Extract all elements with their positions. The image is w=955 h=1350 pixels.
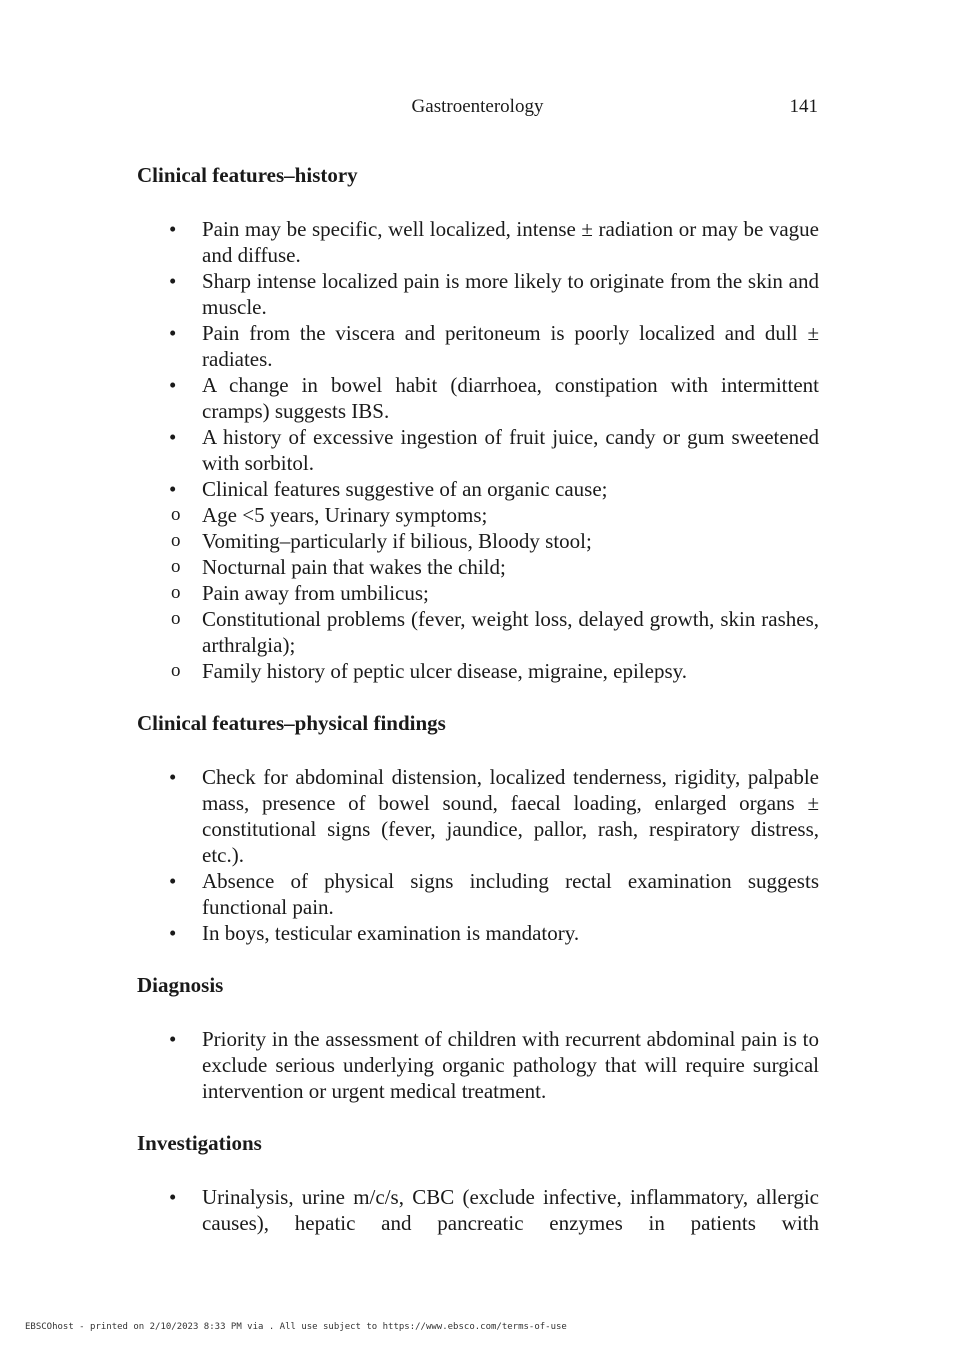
list-item-text: Priority in the assessment of children with recurrent abdominal pain is to exclude serious underlying organic pathology that will require surgical intervention or urgent medical treatment. — [202, 1027, 819, 1103]
list-item-text: In boys, testicular examination is mandatory. — [202, 921, 580, 945]
circle-bullet-icon: o — [171, 660, 181, 681]
list-item — [137, 268, 819, 320]
bullet-icon: • — [169, 765, 177, 789]
sub-bullet-list — [171, 502, 819, 684]
sub-list-item-text: Pain away from umbilicus; — [202, 581, 429, 605]
list-item — [137, 216, 819, 268]
list-item-text: Sharp intense localized pain is more likely to originate from the skin and muscle. — [202, 269, 819, 319]
section-diagnosis — [137, 970, 819, 1104]
bullet-list — [137, 216, 819, 684]
section-heading: Diagnosis — [137, 973, 224, 997]
list-item — [137, 424, 819, 476]
circle-bullet-icon: o — [171, 608, 181, 629]
sub-list-item-text: Age <5 years, Urinary symptoms; — [202, 503, 488, 527]
sub-list-item-text: Family history of peptic ulcer disease, migraine, epilepsy. — [202, 659, 688, 683]
page-header — [0, 96, 955, 122]
page-content — [137, 160, 819, 1260]
circle-bullet-icon: o — [171, 530, 181, 551]
bullet-icon: • — [169, 425, 177, 449]
sub-list-item-text: Constitutional problems (fever, weight loss, delayed growth, skin rashes, arthralgia); — [202, 607, 819, 657]
sub-list-item-text: Nocturnal pain that wakes the child; — [202, 555, 506, 579]
section-heading: Clinical features–history — [137, 163, 358, 187]
list-item — [137, 476, 819, 684]
bullet-icon: • — [169, 1027, 177, 1051]
sub-list-item-text: Vomiting–particularly if bilious, Bloody stool; — [202, 529, 592, 553]
bullet-list — [137, 1184, 819, 1236]
section-heading: Investigations — [137, 1131, 262, 1155]
list-item-text: Pain may be specific, well localized, intense ± radiation or may be vague and diffuse. — [202, 217, 819, 267]
list-item — [137, 1026, 819, 1104]
bullet-icon: • — [169, 477, 177, 501]
bullet-icon: • — [169, 217, 177, 241]
list-item-text: Check for abdominal distension, localized tenderness, rigidity, palpable mass, presence of bowel sound, faecal loading, enlarged organs ± constitutional signs (fever, jaundice, pallor, rash, respiratory distress, etc.). — [202, 765, 819, 867]
list-item-text: Urinalysis, urine m/c/s, CBC (exclude infective, inflammatory, allergic causes), hepatic and pancreatic enzymes in patients with — [202, 1185, 819, 1235]
circle-bullet-icon: o — [171, 556, 181, 577]
list-item — [137, 920, 819, 946]
list-item-text: A history of excessive ingestion of fruit juice, candy or gum sweetened with sorbitol. — [202, 425, 819, 475]
bullet-list — [137, 764, 819, 946]
circle-bullet-icon: o — [171, 504, 181, 525]
list-item — [137, 868, 819, 920]
sub-list-item — [171, 606, 819, 658]
list-item — [137, 372, 819, 424]
section-physical-findings — [137, 708, 819, 946]
bullet-icon: • — [169, 373, 177, 397]
list-item — [137, 320, 819, 372]
list-item — [137, 764, 819, 868]
bullet-icon: • — [169, 1185, 177, 1209]
list-item-text: A change in bowel habit (diarrhoea, constipation with intermittent cramps) suggests IBS. — [202, 373, 819, 423]
list-item-text: Pain from the viscera and peritoneum is poorly localized and dull ± radiates. — [202, 321, 819, 371]
list-item-text: Clinical features suggestive of an organic cause; — [202, 477, 608, 501]
section-investigations — [137, 1128, 819, 1236]
footer-notice: EBSCOhost - printed on 2/10/2023 8:33 PM via . All use subject to https://www.ebsco.com/terms-of-use — [25, 1322, 567, 1332]
bullet-icon: • — [169, 921, 177, 945]
sub-list-item — [171, 580, 819, 606]
page-number: 141 — [789, 96, 818, 117]
circle-bullet-icon: o — [171, 582, 181, 603]
section-clinical-history — [137, 160, 819, 684]
bullet-icon: • — [169, 321, 177, 345]
bullet-list — [137, 1026, 819, 1104]
sub-list-item — [171, 658, 819, 684]
sub-list-item — [171, 528, 819, 554]
list-item-text: Absence of physical signs including rectal examination suggests functional pain. — [202, 869, 819, 919]
sub-list-item — [171, 502, 819, 528]
sub-list-item — [171, 554, 819, 580]
bullet-icon: • — [169, 269, 177, 293]
section-heading: Clinical features–physical findings — [137, 711, 446, 735]
bullet-icon: • — [169, 869, 177, 893]
list-item — [137, 1184, 819, 1236]
running-title: Gastroenterology — [411, 96, 544, 117]
